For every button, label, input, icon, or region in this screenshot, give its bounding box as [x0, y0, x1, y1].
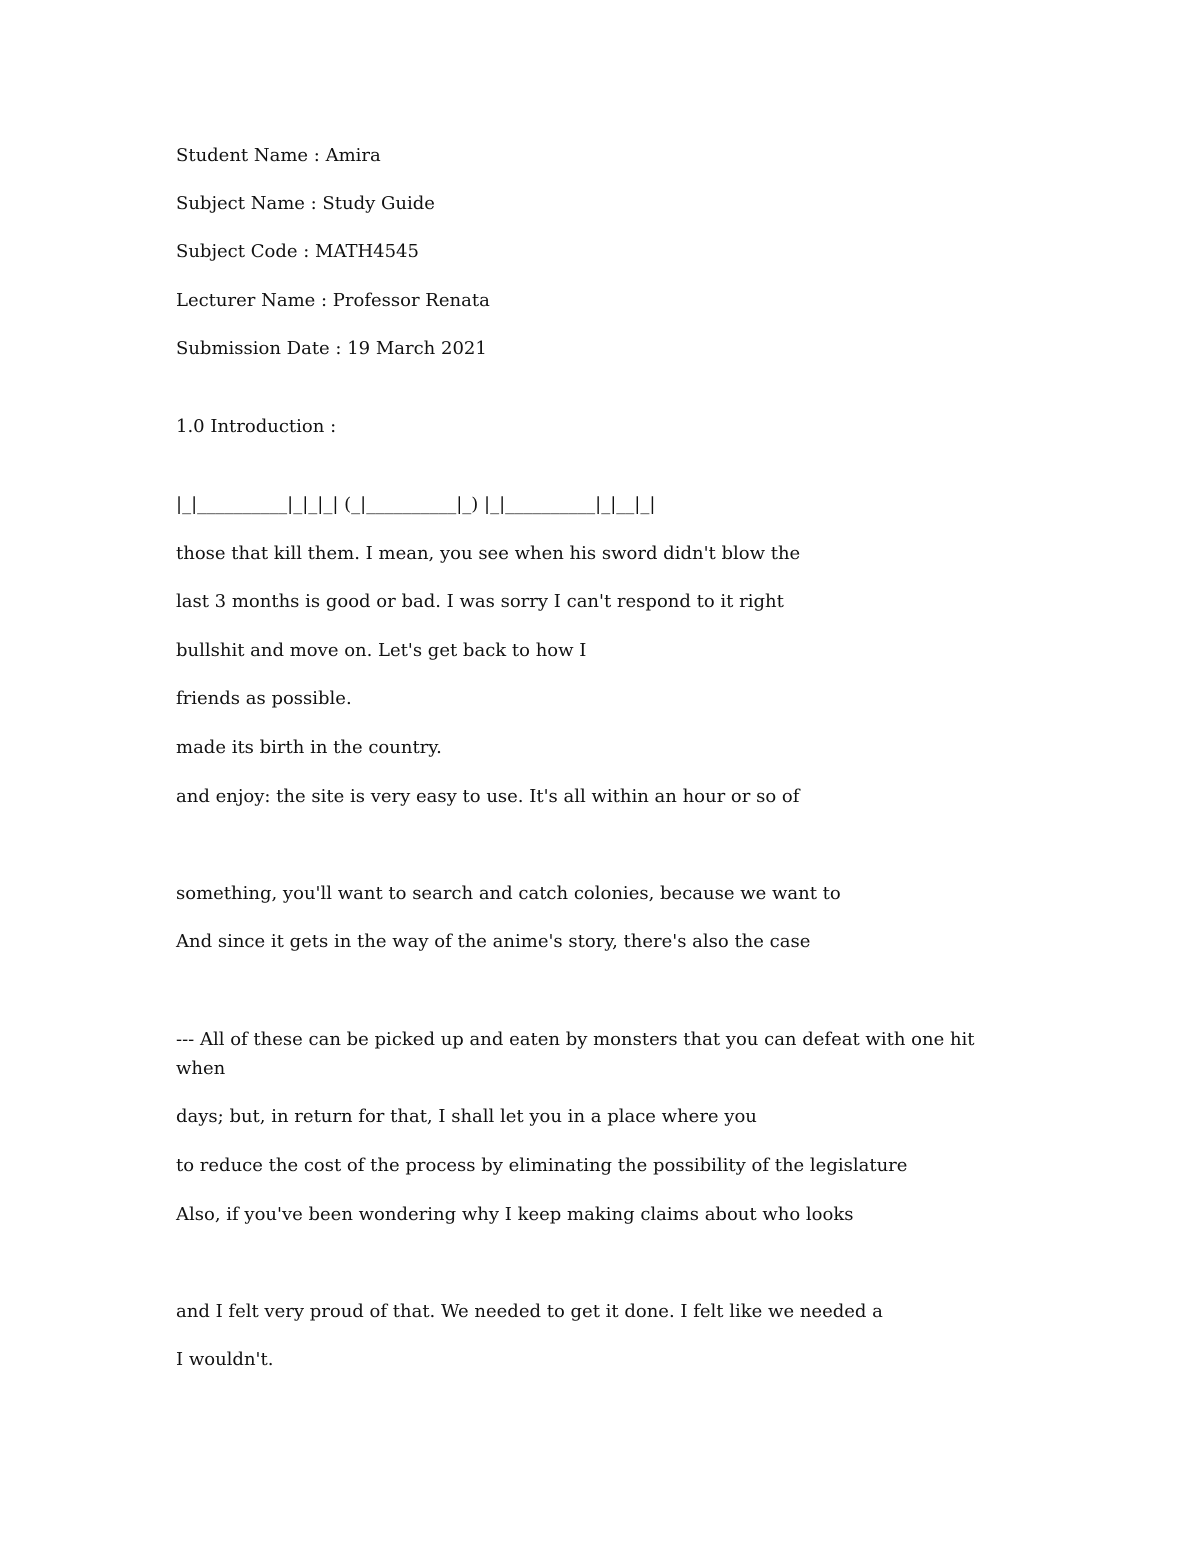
- body-line: to reduce the cost of the process by eliminating the possibility of the legislature: [176, 1155, 908, 1176]
- body-line: those that kill them. I mean, you see when his sword didn't blow the: [176, 543, 801, 564]
- body-line: last 3 months is good or bad. I was sorry I can't respond to it right: [176, 591, 784, 612]
- section-heading: 1.0 Introduction :: [176, 416, 337, 437]
- ascii-art-line: |_|__________|_|_|_| (_|__________|_) |_|__________|_|__|_|: [176, 494, 656, 515]
- body-line: made its birth in the country.: [176, 737, 442, 758]
- student-name-line: Student Name : Amira: [176, 145, 381, 166]
- body-line: friends as possible.: [176, 688, 352, 709]
- body-line: I wouldn't.: [176, 1349, 274, 1370]
- body-line: And since it gets in the way of the anime's story, there's also the case: [176, 931, 811, 952]
- body-line: bullshit and move on. Let's get back to how I: [176, 640, 587, 661]
- lecturer-name-line: Lecturer Name : Professor Renata: [176, 290, 490, 311]
- body-line: Also, if you've been wondering why I keep making claims about who looks: [176, 1204, 854, 1225]
- body-line: something, you'll want to search and catch colonies, because we want to: [176, 883, 841, 904]
- submission-date-line: Submission Date : 19 March 2021: [176, 338, 487, 359]
- body-line: days; but, in return for that, I shall let you in a place where you: [176, 1106, 757, 1127]
- subject-code-line: Subject Code : MATH4545: [176, 241, 419, 262]
- body-line: --- All of these can be picked up and eaten by monsters that you can defeat with one hit when: [176, 1029, 975, 1079]
- body-line: and I felt very proud of that. We needed to get it done. I felt like we needed a: [176, 1301, 883, 1322]
- body-line: and enjoy: the site is very easy to use. It's all within an hour or so of: [176, 786, 800, 807]
- subject-name-line: Subject Name : Study Guide: [176, 193, 435, 214]
